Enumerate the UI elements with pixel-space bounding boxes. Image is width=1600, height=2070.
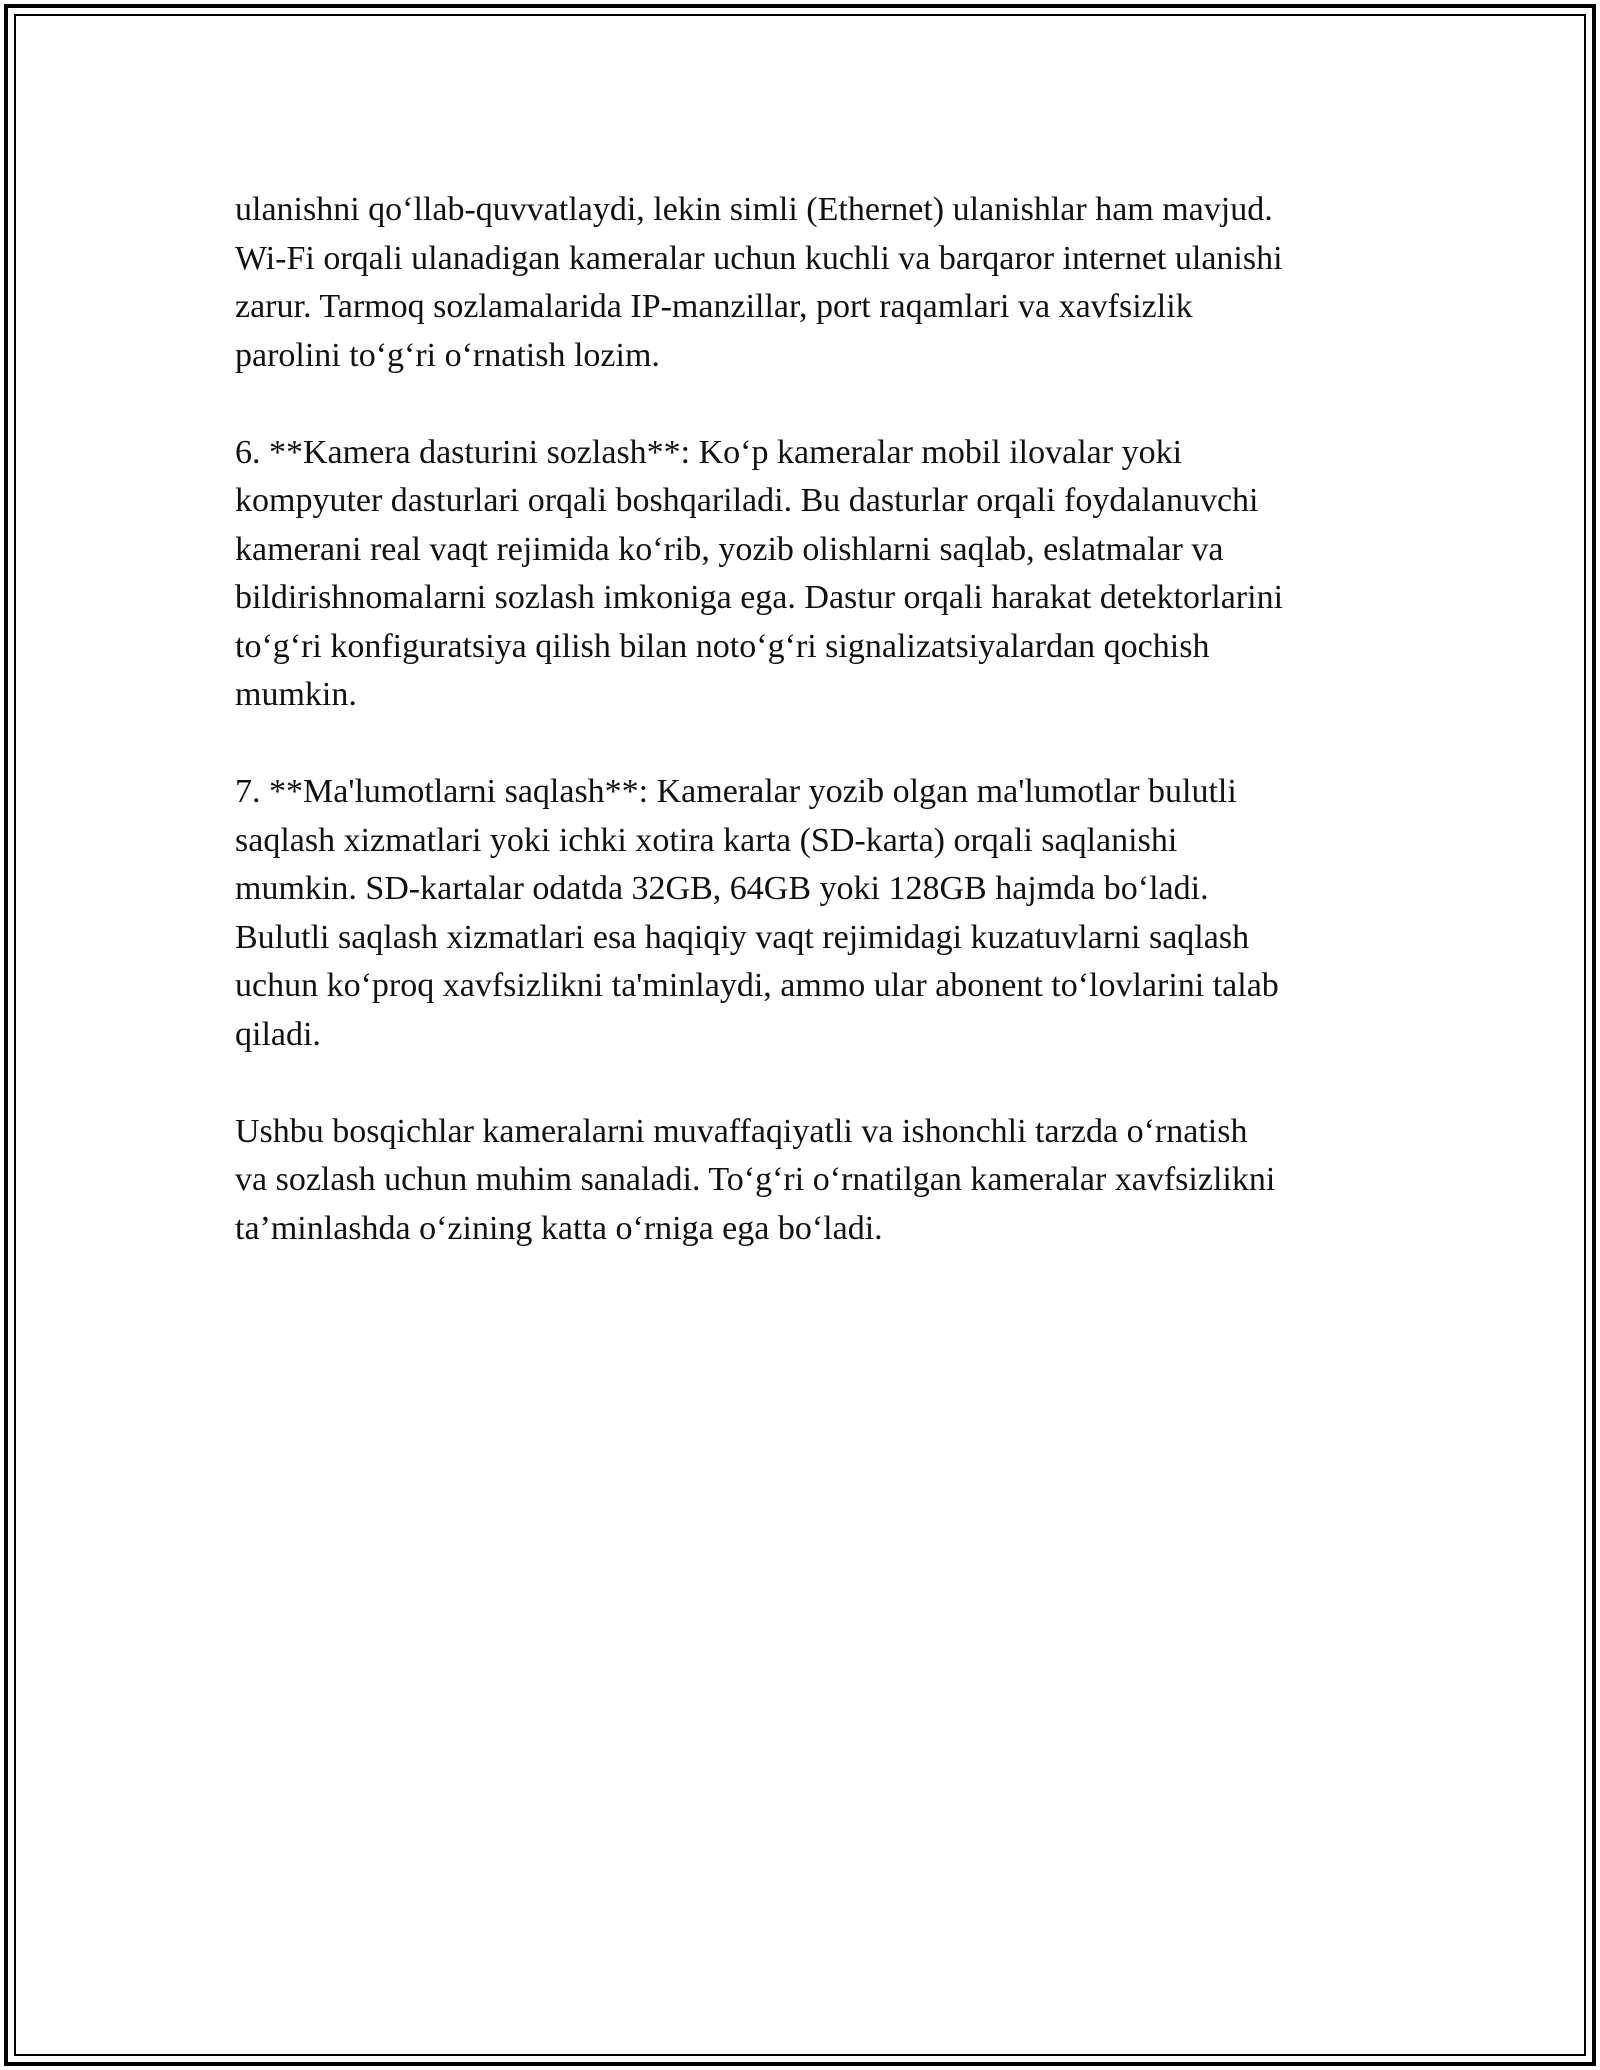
paragraph-conclusion (235, 1108, 1415, 1254)
text-line: to‘g‘ri konfiguratsiya qilish bilan noto‘g‘ri signalizatsiyalardan qochish (235, 627, 1210, 665)
text-line: Wi-Fi orqali ulanadigan kameralar uchun kuchli va barqaror internet ulanishi (235, 239, 1283, 277)
text-line: ta’minlashda o‘zining katta o‘rniga ega bo‘ladi. (235, 1209, 883, 1247)
text-line: Ushbu bosqichlar kameralarni muvaffaqiyatli va ishonchli tarzda o‘rnatish (235, 1112, 1248, 1150)
paragraph-network-setup (235, 186, 1415, 380)
text-line: Bulutli saqlash xizmatlari esa haqiqiy vaqt rejimidagi kuzatuvlarni saqlash (235, 918, 1250, 956)
text-line: zarur. Tarmoq sozlamalarida IP-manzillar, port raqamlari va xavfsizlik (235, 288, 1193, 325)
text-line: kompyuter dasturlari orqali boshqariladi. Bu dasturlar orqali foydalanuvchi (235, 482, 1259, 519)
text-line: qiladi. (235, 1015, 321, 1053)
text-line: 6. **Kamera dasturini sozlash**: Ko‘p kameralar mobil ilovalar yoki (235, 433, 1183, 471)
text-line: kamerani real vaqt rejimida ko‘rib, yozib olishlarni saqlab, eslatmalar va (235, 530, 1224, 568)
paragraph-camera-software (235, 429, 1415, 720)
text-line: ulanishni qo‘llab-quvvatlaydi, lekin simli (Ethernet) ulanishlar ham mavjud. (235, 191, 1273, 228)
text-line: mumkin. (235, 676, 357, 713)
text-line: va sozlash uchun muhim sanaladi. To‘g‘ri o‘rnatilgan kameralar xavfsizlikni (235, 1161, 1276, 1198)
text-line: bildirishnomalarni sozlash imkoniga ega. Dastur orqali harakat detektorlarini (235, 579, 1284, 616)
text-line: saqlash xizmatlari yoki ichki xotira karta (SD-karta) orqali saqlanishi (235, 821, 1178, 859)
text-line: 7. **Ma'lumotlarni saqlash**: Kameralar yozib olgan ma'lumotlar bulutli (235, 773, 1237, 810)
text-line: mumkin. SD-kartalar odatda 32GB, 64GB yoki 128GB hajmda bo‘ladi. (235, 870, 1209, 907)
text-line: uchun ko‘proq xavfsizlikni ta'minlaydi, ammo ular abonent to‘lovlarini talab (235, 967, 1279, 1004)
document-body (235, 186, 1415, 1302)
text-line: parolini to‘g‘ri o‘rnatish lozim. (235, 336, 660, 374)
paragraph-data-storage (235, 768, 1415, 1059)
